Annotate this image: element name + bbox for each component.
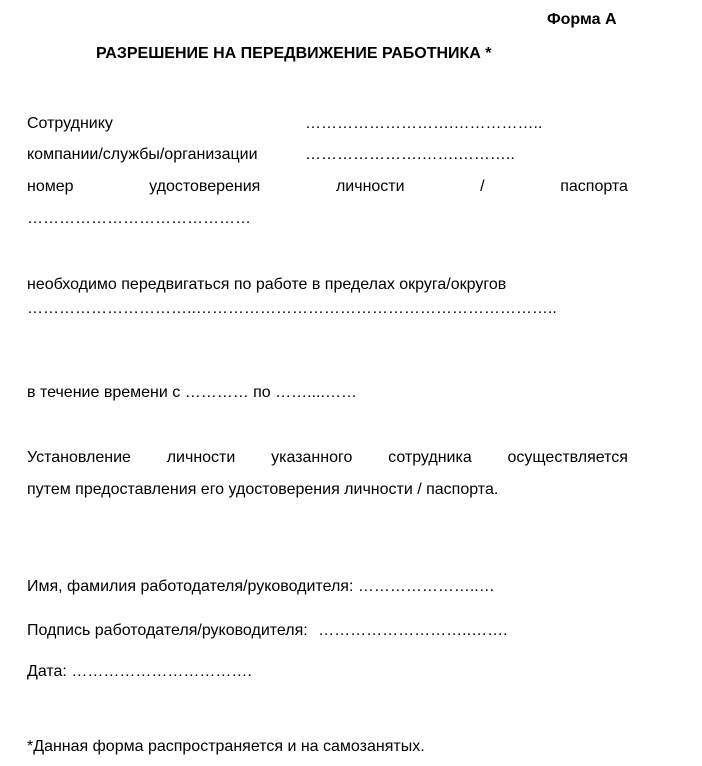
signature-dots: ………………………..……. [318, 622, 508, 639]
time-prefix: в течение времени с [27, 384, 181, 401]
time-middle: по [253, 384, 271, 401]
signature-label: Подпись работодателя/руководителя: [27, 622, 308, 639]
employer-name-dots: …………………..… [357, 578, 495, 595]
identification-word: осуществляется [507, 449, 628, 466]
date-label: Дата: [27, 663, 67, 680]
id-word: паспорта [560, 178, 628, 195]
identification-word: личности [166, 449, 236, 466]
identification-line1 [27, 448, 628, 468]
signature-line [27, 621, 508, 641]
time-to-dots: ……....…… [275, 384, 357, 401]
employer-name-label: Имя, фамилия работодателя/руководителя: [27, 578, 354, 595]
company-dots: ………………….…….……….. [305, 146, 515, 163]
footnote: *Данная форма распространяется и на самозанятых. [27, 738, 425, 755]
document-title: РАЗРЕШЕНИЕ НА ПЕРЕДВИЖЕНИЕ РАБОТНИКА * [96, 45, 492, 62]
id-word: номер [27, 178, 74, 195]
identification-line2: путем предоставления его удостоверения личности / паспорта. [27, 481, 499, 498]
movement-dots: …………………………..………………………………………………………….. [27, 300, 557, 317]
employee-label: Сотруднику [27, 115, 113, 132]
id-word: личности [335, 178, 405, 195]
id-number-line [27, 177, 628, 197]
id-dots: …………………………………… [27, 210, 251, 227]
date-line [27, 662, 252, 682]
id-word: удостоверения [149, 178, 261, 195]
company-label: компании/службы/организации [27, 146, 258, 163]
identification-word: сотрудника [388, 449, 472, 466]
identification-word: указанного [271, 449, 353, 466]
time-from-dots: ………… [184, 384, 249, 401]
id-word: / [480, 178, 485, 195]
time-line [27, 383, 357, 403]
form-label: Форма А [547, 11, 617, 28]
employer-name-line [27, 577, 495, 597]
date-dots: ……………………………. [71, 663, 252, 680]
employee-dots: ……………………….…………….. [305, 115, 543, 132]
movement-text: необходимо передвигаться по работе в пределах округа/округов [27, 276, 507, 293]
identification-word: Установление [27, 449, 131, 466]
